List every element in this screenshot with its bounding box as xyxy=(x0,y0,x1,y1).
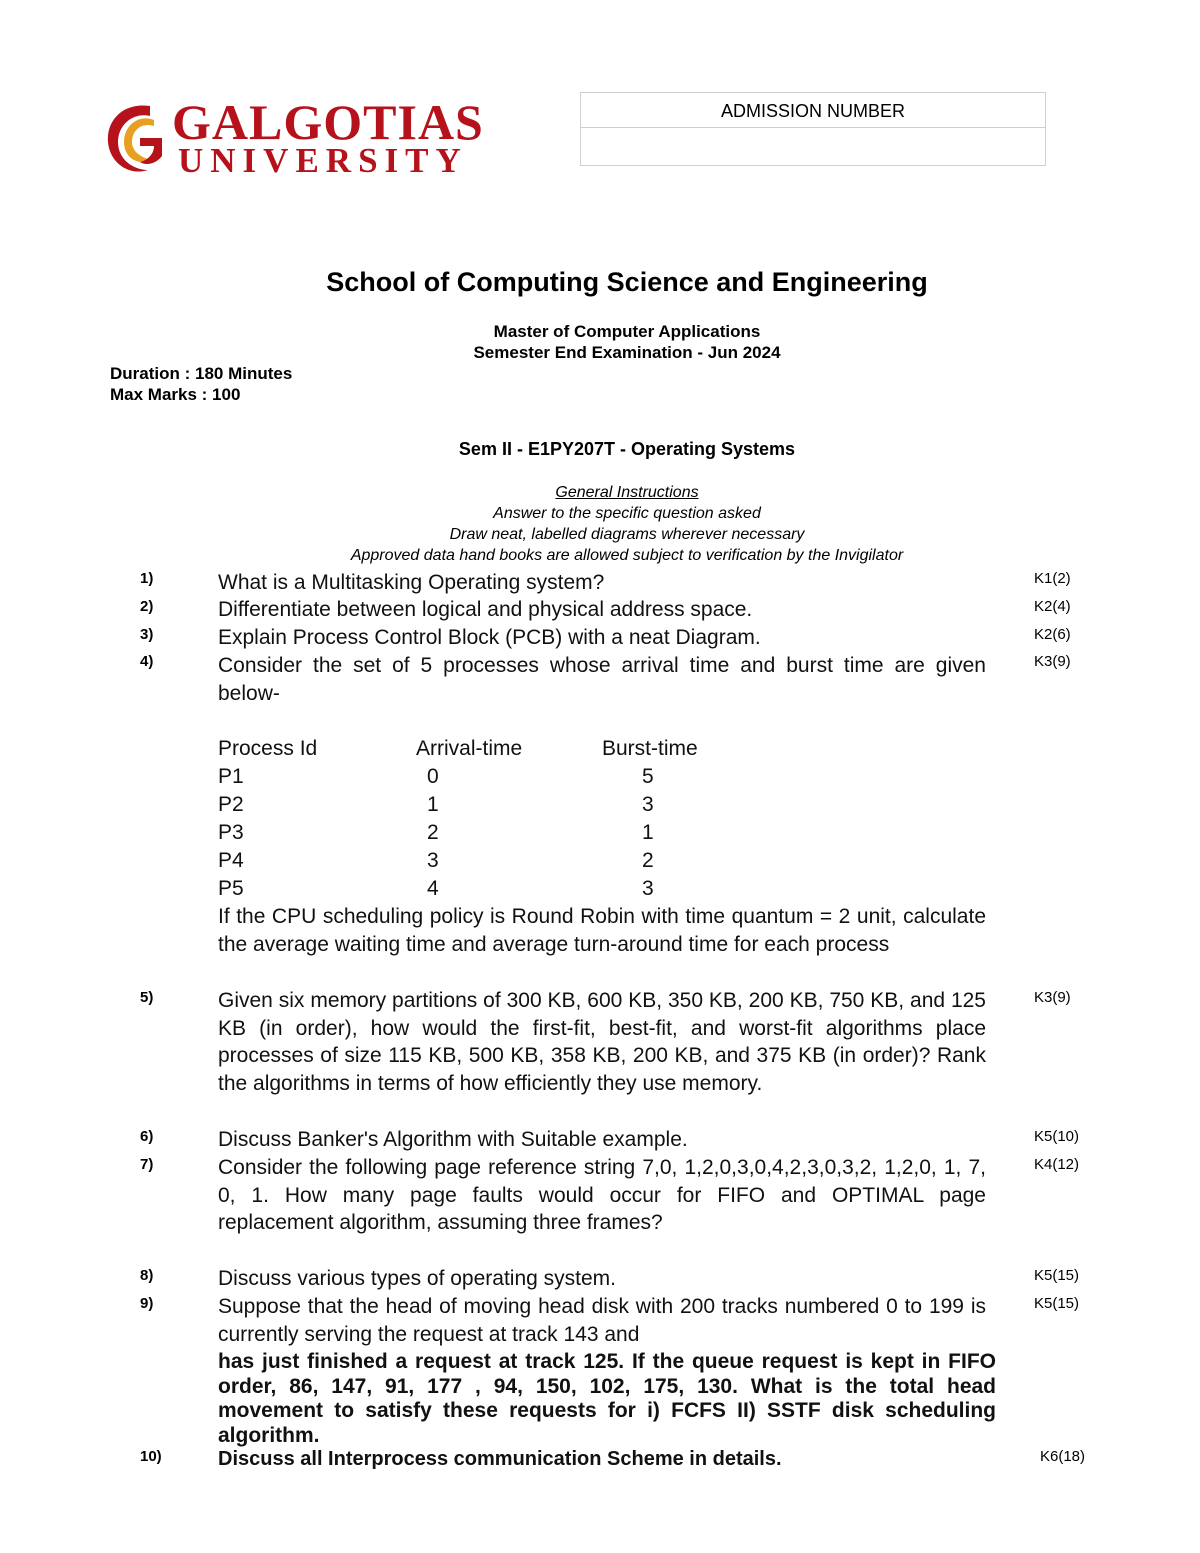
admission-box-divider xyxy=(580,127,1046,128)
table-cell: 3 xyxy=(427,849,439,872)
table-cell: 3 xyxy=(642,877,654,900)
table-cell: 0 xyxy=(427,765,439,788)
process-table xyxy=(218,735,778,907)
question-text: Consider the following page reference string 7,0, 1,2,0,3,0,4,2,3,0,3,2, 1,2,0, 1, 7, 0, 1. How many page faults would occur for FIFO and OPTIMAL page replacement algorithm, assuming three frames? xyxy=(218,1156,986,1234)
program-name: Master of Computer Applications xyxy=(493,322,761,341)
question-text: Consider the set of 5 processes whose arrival time and burst time are given below- xyxy=(218,654,986,705)
question-text: Discuss Banker's Algorithm with Suitable example. xyxy=(218,1128,688,1151)
question-number: 7) xyxy=(140,1156,154,1173)
question-text: Discuss various types of operating system. xyxy=(218,1267,616,1290)
question-number: 8) xyxy=(140,1267,154,1284)
table-cell: P5 xyxy=(218,877,244,900)
university-logo xyxy=(104,98,168,178)
question-marks: K2(4) xyxy=(1034,598,1071,615)
question-text: What is a Multitasking Operating system? xyxy=(218,571,605,594)
admission-number-label: ADMISSION NUMBER xyxy=(720,101,906,121)
question-marks: K3(9) xyxy=(1034,653,1071,670)
question-number: 2) xyxy=(140,598,154,615)
question-text: Explain Process Control Block (PCB) with a neat Diagram. xyxy=(218,626,761,649)
table-cell: 2 xyxy=(642,849,654,872)
question-marks: K5(10) xyxy=(1034,1128,1080,1145)
question-number: 6) xyxy=(140,1128,154,1145)
table-cell: 4 xyxy=(427,877,439,900)
logo-wordmark-bottom: UNIVERSITY xyxy=(178,141,468,180)
admission-number-field[interactable] xyxy=(582,129,1044,164)
course-title: Sem II - E1PY207T - Operating Systems xyxy=(458,439,796,459)
table-cell: P4 xyxy=(218,849,244,872)
exam-duration: Duration : 180 Minutes xyxy=(110,364,293,383)
question-number: 3) xyxy=(140,626,154,643)
exam-name: Semester End Examination - Jun 2024 xyxy=(473,343,781,362)
question-marks: K5(15) xyxy=(1034,1295,1080,1312)
table-cell: P3 xyxy=(218,821,244,844)
question-text-continued: has just finished a request at track 125. If the queue request is kept in FIFO order, 86, 147, 91, 177 , 94, 150, 102, 175, 130. What is the total head movement to satisfy these requests for i) FCFS II) SSTF disk scheduling algorithm. xyxy=(218,1350,996,1447)
instructions-title: General Instructions xyxy=(555,484,699,501)
school-title: School of Computing Science and Engineering xyxy=(326,267,928,297)
table-cell: 1 xyxy=(642,821,654,844)
max-marks: Max Marks : 100 xyxy=(110,385,241,404)
galgotias-emblem-icon xyxy=(104,98,168,178)
question-text: Differentiate between logical and physical address space. xyxy=(218,598,753,621)
question-marks: K4(12) xyxy=(1034,1156,1080,1173)
question-marks: K2(6) xyxy=(1034,626,1071,643)
question-number: 4) xyxy=(140,653,154,670)
instruction-line: Answer to the specific question asked xyxy=(493,505,761,522)
instruction-line: Draw neat, labelled diagrams wherever necessary xyxy=(449,526,805,543)
table-cell: 3 xyxy=(642,793,654,816)
question-marks: K3(9) xyxy=(1034,989,1071,1006)
instruction-line: Approved data hand books are allowed subject to verification by the Invigilator xyxy=(350,547,904,564)
table-cell: 1 xyxy=(427,793,439,816)
question-number: 9) xyxy=(140,1295,154,1312)
question-number: 5) xyxy=(140,989,154,1006)
question-text: Given six memory partitions of 300 KB, 600 KB, 350 KB, 200 KB, 750 KB, and 125 KB (in order), how would the first-fit, best-fit, and worst-fit algorithms place processes of size 115 KB, 500 KB, 358 KB, 200 KB, and 375 KB (in order)? Rank the algorithms in terms of how efficiently they use memory. xyxy=(218,989,986,1095)
table-cell: P2 xyxy=(218,793,244,816)
table-cell: 5 xyxy=(642,765,654,788)
question-marks: K1(2) xyxy=(1034,570,1071,587)
table-header-process-id: Process Id xyxy=(218,737,318,760)
table-cell: 2 xyxy=(427,821,439,844)
question-number: 10) xyxy=(140,1448,162,1465)
question-text-continued: If the CPU scheduling policy is Round Robin with time quantum = 2 unit, calculate the average waiting time and average turn-around time for each process xyxy=(218,905,986,956)
question-number: 1) xyxy=(140,570,154,587)
question-marks: K5(15) xyxy=(1034,1267,1080,1284)
table-header-burst: Burst-time xyxy=(602,737,698,760)
table-cell: P1 xyxy=(218,765,244,788)
question-marks: K6(18) xyxy=(1040,1448,1086,1465)
table-header-arrival: Arrival-time xyxy=(416,737,523,760)
logo-wordmark-top: GALGOTIAS xyxy=(172,94,484,150)
question-text: Suppose that the head of moving head disk with 200 tracks numbered 0 to 199 is currently serving the request at track 143 and xyxy=(218,1295,986,1346)
question-text: Discuss all Interprocess communication Scheme in details. xyxy=(218,1448,782,1470)
